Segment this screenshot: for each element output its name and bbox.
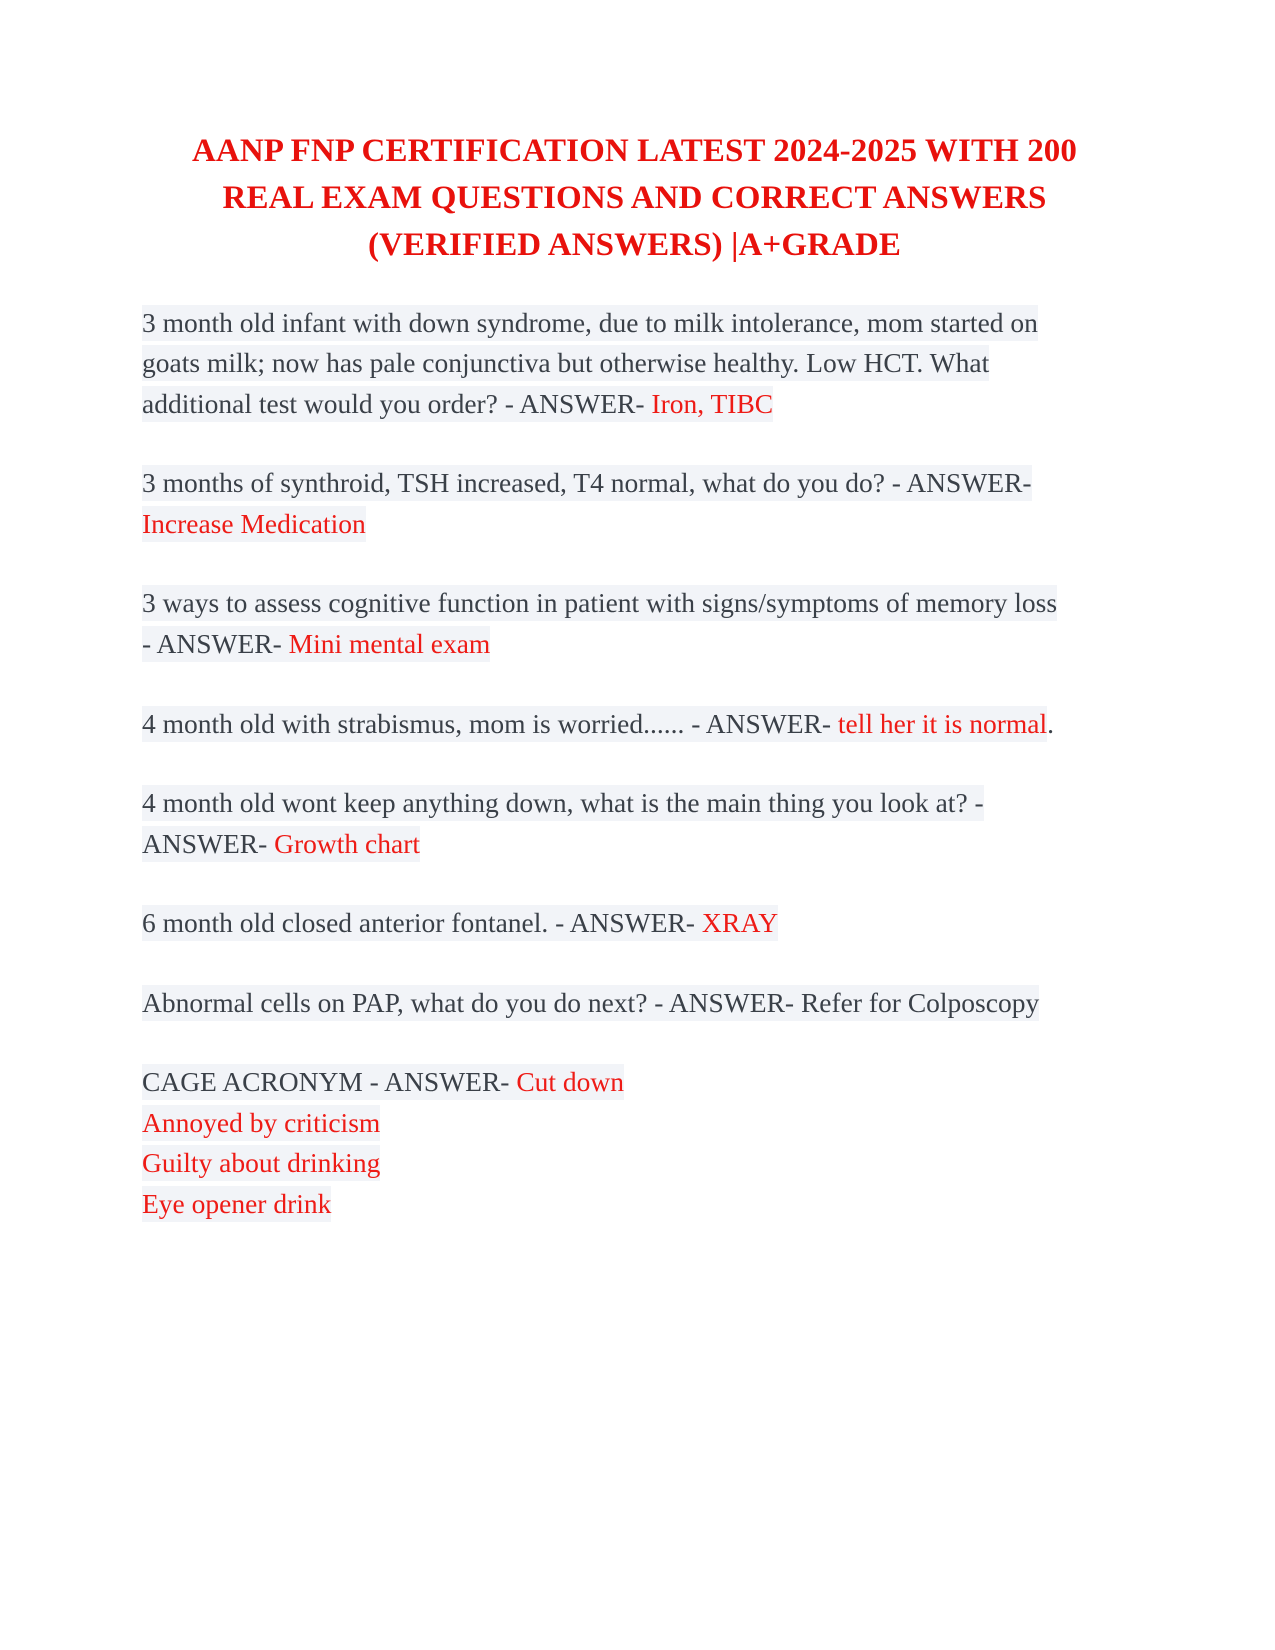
qa-item-6	[142, 903, 1067, 944]
qa-answer-text: Mini mental exam	[288, 627, 491, 659]
qa-trailing-text: .	[1047, 707, 1055, 739]
question-answer-list	[142, 303, 1127, 1225]
qa-highlight-run	[142, 585, 1057, 662]
qa-question-text: CAGE ACRONYM - ANSWER-	[142, 1066, 517, 1098]
qa-highlight-run	[142, 985, 1039, 1021]
qa-highlight-run	[142, 1064, 624, 1100]
qa-answer-text: Iron, TIBC	[651, 387, 774, 419]
qa-answer-text: Cut down	[516, 1066, 625, 1098]
qa-item-4	[142, 704, 1067, 745]
qa-answer-text: Increase Medication	[142, 507, 366, 539]
qa-answer-text: Growth chart	[274, 827, 421, 859]
qa-highlight-run	[142, 305, 1038, 422]
cage-answer-item: Guilty about drinking	[142, 1145, 380, 1181]
cage-line-3	[142, 1184, 1067, 1225]
qa-item-1	[142, 303, 1067, 425]
qa-highlight-run	[142, 706, 1047, 742]
qa-answer-text: tell her it is normal	[837, 707, 1048, 739]
qa-item-5	[142, 783, 1067, 864]
qa-item-7	[142, 983, 1067, 1024]
qa-highlight-run	[142, 905, 778, 941]
cage-line-1	[142, 1103, 1067, 1144]
qa-item-cage	[142, 1062, 1067, 1224]
qa-question-text: 3 months of synthroid, TSH increased, T4 normal, what do you do? - ANSWER-	[142, 467, 1032, 499]
cage-line-2	[142, 1143, 1067, 1184]
qa-question-text: 6 month old closed anterior fontanel. - ANSWER-	[142, 907, 702, 939]
cage-answer-item: Eye opener drink	[142, 1186, 331, 1222]
qa-highlight-run	[142, 465, 1032, 542]
qa-answer-text: XRAY	[701, 907, 779, 939]
qa-item-3	[142, 583, 1067, 664]
qa-question-text: 3 month old infant with down syndrome, due to milk intolerance, mom started on goats milk; now has pale conjunctiva but otherwise healthy. Low HCT. What additional test would you order? - ANSWER-	[142, 306, 1038, 419]
cage-answer-lines	[142, 1062, 1067, 1224]
qa-question-text: 4 month old with strabismus, mom is worried...... - ANSWER-	[142, 707, 838, 739]
page-title: AANP FNP CERTIFICATION LATEST 2024-2025 WITH 200 REAL EXAM QUESTIONS AND CORRECT ANSWERS (VERIFIED ANSWERS) |A+GRADE	[192, 133, 1077, 263]
qa-question-text: 3 ways to assess cognitive function in patient with signs/symptoms of memory loss - ANSWER-	[142, 587, 1058, 659]
cage-answer-item: Annoyed by criticism	[142, 1105, 380, 1141]
qa-question-text: 4 month old wont keep anything down, what is the main thing you look at? - ANSWER-	[142, 787, 984, 859]
qa-question-text: Abnormal cells on PAP, what do you do next? - ANSWER- Refer for Colposcopy	[142, 986, 1040, 1018]
qa-highlight-run	[142, 785, 984, 862]
qa-item-2	[142, 463, 1067, 544]
cage-line-0	[142, 1062, 1067, 1103]
